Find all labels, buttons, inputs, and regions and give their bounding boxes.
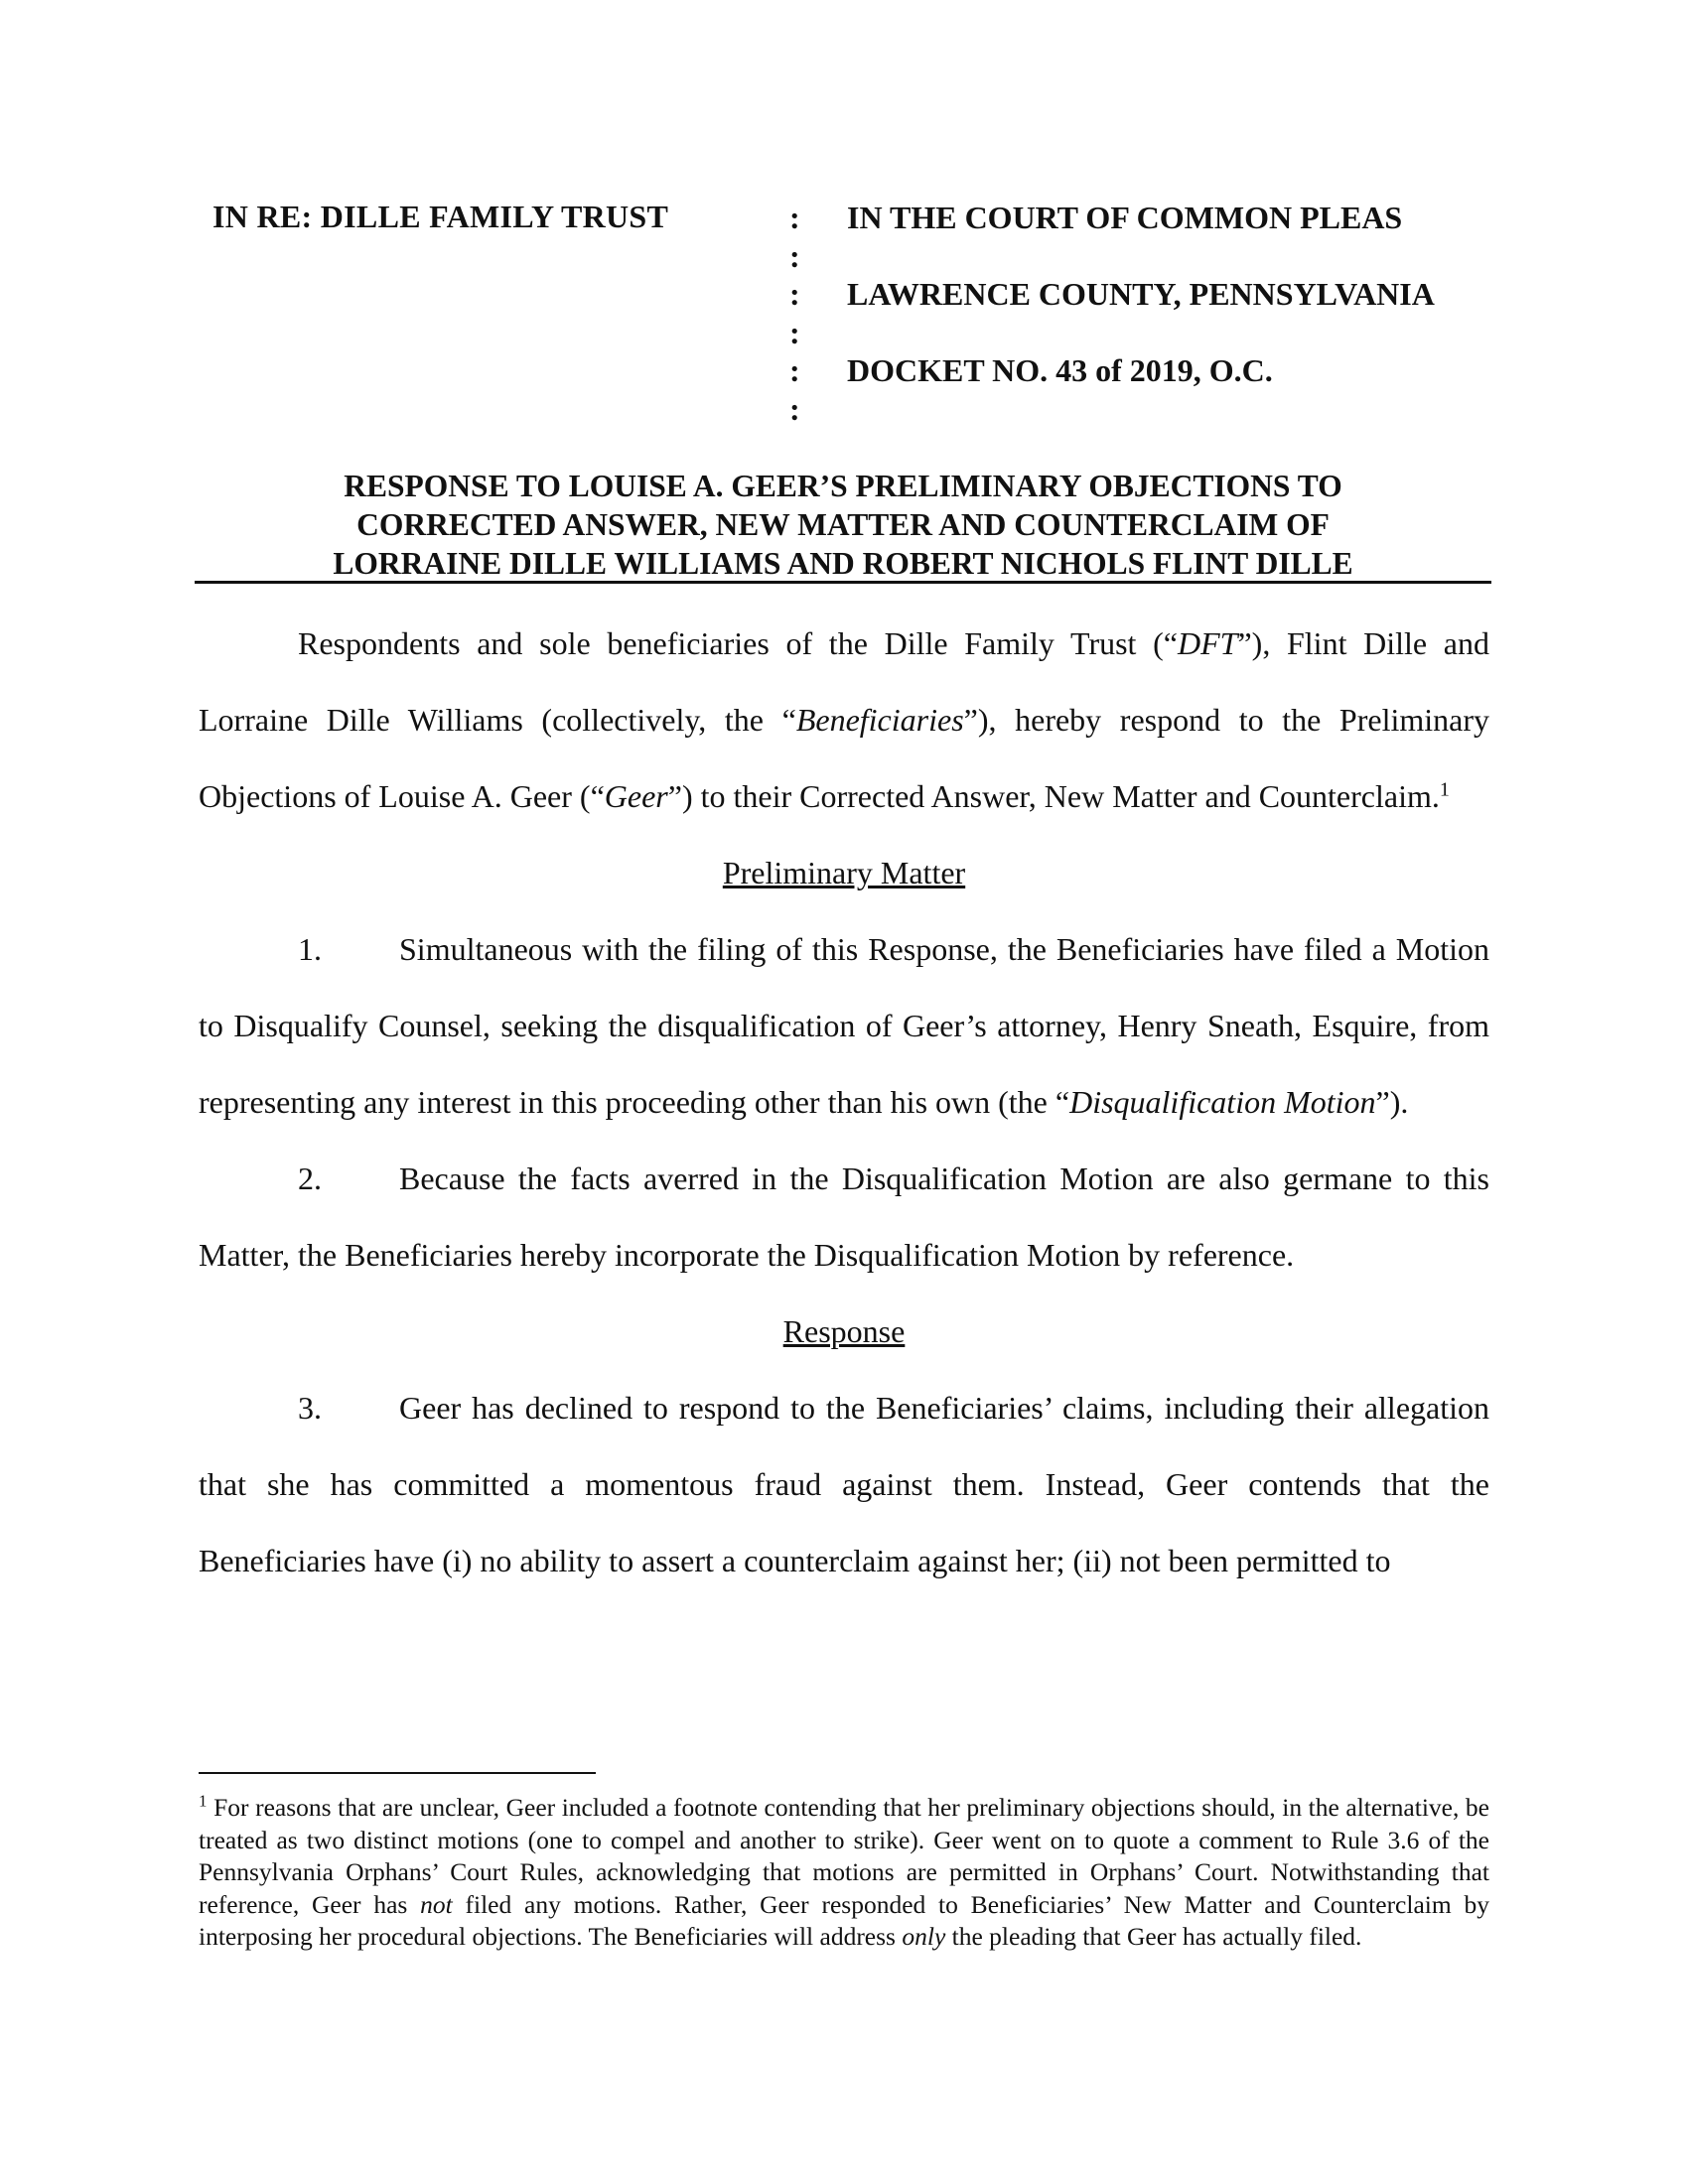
caption-colon: : <box>789 276 800 312</box>
text-run: filed any motions. Rather, Geer responded to Beneficiaries’ New Matter and Counterclaim by interposing her procedural objections. The Beneficiaries will address <box>199 1889 1489 1951</box>
title-rule <box>195 581 1491 584</box>
docket-number: DOCKET NO. 43 of 2019, O.C. <box>847 352 1273 388</box>
caption-colon: : <box>789 314 800 350</box>
text-run: Simultaneous with the filing of this Response, the Beneficiaries have filed a Motion to Disqualify Counsel, seeking the disqualification of Geer’s attorney, Henry Sneath, Esquire, from representing any interest in this proceeding other than his own (the “ <box>199 931 1489 1120</box>
title-line: RESPONSE TO LOUISE A. GEER’S PRELIMINARY OBJECTIONS TO <box>344 469 1342 503</box>
text-run: ”), hereby respond to the Preliminary Objections of Louise A. Geer (“ <box>199 702 1490 814</box>
footnote-mark: 1 <box>199 1791 208 1811</box>
text-run: Geer has declined to respond to the Beneficiaries’ claims, including their allegation that she has committed a momentous fraud against them. Instead, Geer contends that the Beneficiaries have (i) no ability to assert a counterclaim against her; (ii) not been permitted to <box>199 1390 1489 1578</box>
section-heading-response: Response <box>782 1313 906 1349</box>
caption-colon: : <box>789 390 800 427</box>
court-name: IN THE COURT OF COMMON PLEAS <box>847 200 1403 235</box>
defined-term: Disqualification Motion <box>1069 1084 1376 1120</box>
document-body <box>199 606 1489 1599</box>
court-county: LAWRENCE COUNTY, PENNSYLVANIA <box>847 276 1435 312</box>
caption-colon: : <box>789 200 800 235</box>
paragraph-number: 3. <box>298 1390 322 1426</box>
section-heading-preliminary-matter: Preliminary Matter <box>722 855 966 890</box>
text-run: ”), Flint Dille and Lorraine Dille Williams (collectively, the “ <box>199 625 1490 738</box>
court-info <box>847 199 1435 428</box>
title-line: CORRECTED ANSWER, NEW MATTER AND COUNTERCLAIM OF <box>356 507 1330 542</box>
text-run: ”) to their Corrected Answer, New Matter and Counterclaim. <box>667 778 1440 814</box>
title-line: LORRAINE DILLE WILLIAMS AND ROBERT NICHOLS FLINT DILLE <box>333 546 1353 581</box>
text-run: Because the facts averred in the Disqualification Motion are also germane to this Matter, the Beneficiaries hereby incorporate the Disqualification Motion by reference. <box>199 1160 1489 1273</box>
case-name: IN RE: DILLE FAMILY TRUST <box>212 199 669 234</box>
numbered-paragraph <box>199 911 1489 1141</box>
footnote-reference: 1 <box>1439 778 1450 801</box>
numbered-paragraph <box>199 1141 1489 1294</box>
text-run: the pleading that Geer has actually filed. <box>945 1922 1362 1951</box>
caption-colon: : <box>789 352 800 388</box>
intro-paragraph <box>199 606 1489 835</box>
defined-term: Geer <box>604 778 668 814</box>
emphasis: only <box>902 1922 946 1951</box>
paragraph-number: 1. <box>298 931 322 967</box>
footnote <box>199 1792 1489 1954</box>
text-run: Respondents and sole beneficiaries of the Dille Family Trust (“ <box>298 625 1178 661</box>
caption-colon: : <box>789 237 800 274</box>
document-title <box>195 467 1491 583</box>
numbered-paragraph <box>199 1370 1489 1599</box>
caption-colons <box>789 199 800 428</box>
defined-term: DFT <box>1178 625 1238 661</box>
paragraph-number: 2. <box>298 1160 322 1196</box>
defined-term: Beneficiaries <box>795 702 964 738</box>
text-run: ”). <box>1375 1084 1409 1120</box>
emphasis: not <box>420 1889 453 1919</box>
text-run: For reasons that are unclear, Geer included a footnote contending that her preliminary objections should, in the alternative, be treated as two distinct motions (one to compel and another to strike). Geer went on to quote a comment to Rule 3.6 of the Pennsylvania Orphans’ Court Rules, acknowledging that motions are permitted in Orphans’ Court. Notwithstanding that reference, Geer has <box>199 1793 1489 1919</box>
footnote-separator <box>199 1772 596 1774</box>
